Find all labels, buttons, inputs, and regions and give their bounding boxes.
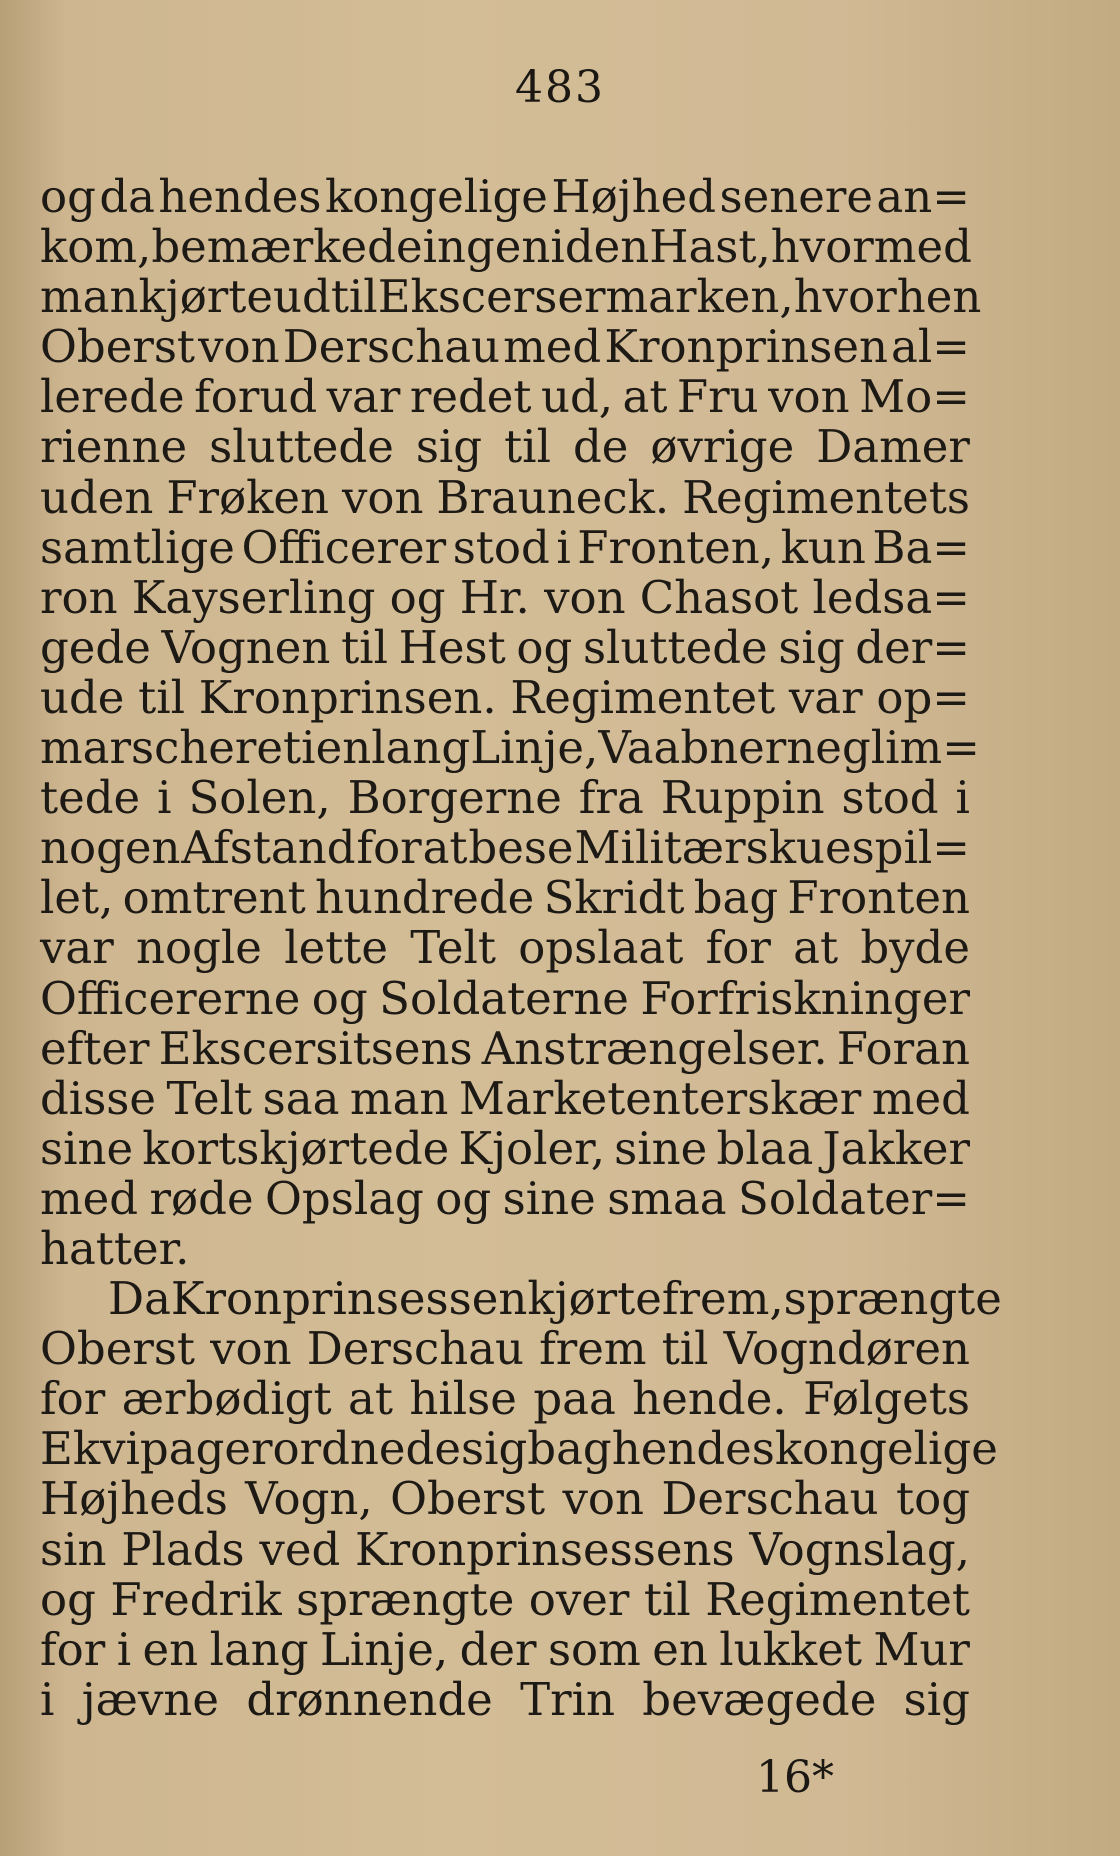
word: rienne — [40, 420, 188, 474]
word: ved — [259, 1522, 341, 1576]
word: blaa — [716, 1121, 814, 1175]
word: Højhed — [551, 170, 717, 223]
word: Ruppin — [660, 771, 825, 825]
word: lerede — [40, 370, 185, 424]
text-line — [40, 721, 980, 775]
word: i — [116, 1622, 132, 1676]
word: Kronprinsessen — [170, 1272, 528, 1326]
word: ordnede — [272, 1422, 461, 1476]
word: sluttede — [582, 620, 768, 674]
word: Vognen — [161, 620, 331, 674]
text-line — [40, 1021, 970, 1075]
word: til — [341, 620, 388, 674]
word: tede — [40, 771, 141, 825]
page-number: 483 — [515, 62, 605, 113]
word: lette — [284, 921, 389, 975]
word: ledsa= — [812, 570, 970, 624]
word: Trin — [520, 1672, 615, 1726]
word: for — [356, 821, 422, 875]
paragraph-end-line — [40, 1221, 970, 1275]
word: hundrede — [314, 871, 535, 925]
word: røde — [149, 1171, 254, 1225]
word: al= — [891, 320, 970, 374]
word: til — [504, 420, 551, 474]
word: gede — [40, 620, 151, 674]
word: ingen — [422, 220, 551, 274]
word: glim= — [841, 721, 980, 775]
word: sig — [415, 420, 483, 474]
word: hendes — [158, 170, 322, 223]
word: Regimentet — [705, 1572, 970, 1626]
word: saa — [262, 1071, 340, 1125]
word: hvormed — [770, 220, 972, 274]
word: Linje, — [470, 721, 599, 775]
word: hvorhen — [793, 270, 982, 324]
word: øvrige — [650, 420, 795, 474]
word: Derschau — [282, 320, 501, 374]
word: var — [40, 921, 114, 975]
word: for — [40, 1372, 106, 1426]
word: kun — [780, 520, 866, 574]
word: sin — [40, 1522, 107, 1576]
word: Hest — [398, 620, 506, 674]
text-line — [40, 670, 970, 724]
word: marscheret — [40, 721, 302, 775]
word: Fronten, — [577, 520, 775, 574]
word: opslaat — [518, 921, 684, 975]
word: nogen — [40, 821, 181, 875]
word: ud, — [540, 370, 614, 424]
word: kortskjørtede — [142, 1121, 450, 1175]
word: senere — [719, 170, 873, 223]
text-line — [40, 1572, 970, 1626]
text-line — [40, 620, 970, 674]
word: Frøken — [166, 470, 330, 524]
word: Officererne — [40, 971, 301, 1025]
word: Ekvipager — [40, 1422, 273, 1476]
word: man — [349, 1071, 449, 1125]
word: Anstrængelser. — [481, 1021, 828, 1075]
word: Afstand — [181, 821, 356, 875]
word: Fredrik — [110, 1572, 282, 1626]
word: Regimentets — [682, 470, 970, 524]
word: von — [341, 470, 424, 524]
word: for — [705, 921, 771, 975]
word: og — [40, 170, 96, 223]
word: Brauneck. — [436, 470, 670, 524]
word: en — [142, 1622, 199, 1676]
word: der= — [855, 620, 970, 674]
word: Mur — [873, 1622, 970, 1676]
text-line — [40, 1622, 970, 1676]
text-line — [40, 1324, 970, 1374]
word: til — [661, 1322, 709, 1376]
word: redet — [409, 370, 532, 424]
word: Kronprinsen. — [198, 670, 497, 724]
word: Solen, — [188, 771, 331, 825]
word: Oberst — [40, 1322, 196, 1376]
word: Foran — [836, 1021, 970, 1075]
word: en — [652, 1622, 708, 1676]
word: lang — [209, 1622, 309, 1676]
word: efter — [40, 1021, 150, 1075]
text-line — [40, 172, 970, 222]
word: sine — [502, 1171, 596, 1225]
word: sine — [614, 1121, 708, 1175]
word: i — [157, 771, 172, 825]
word: let, — [40, 871, 114, 925]
word: Højheds — [40, 1472, 228, 1526]
word: disse — [40, 1071, 157, 1125]
word: til — [643, 1572, 691, 1626]
word: Derschau — [661, 1472, 879, 1526]
word: i — [955, 771, 970, 825]
word: Plads — [121, 1522, 245, 1576]
text-line — [40, 1171, 970, 1225]
word: bag — [693, 871, 779, 925]
word: lang — [371, 721, 471, 775]
word: med — [871, 1071, 970, 1125]
word: von — [198, 320, 280, 374]
word: i — [301, 721, 316, 775]
text-line — [40, 1121, 970, 1175]
word: som — [547, 1622, 641, 1676]
word: Telt — [410, 921, 496, 975]
word: og — [516, 620, 573, 674]
word: og — [311, 971, 368, 1025]
word: at — [348, 1372, 393, 1426]
word: smaa — [607, 1171, 727, 1225]
word: og — [389, 570, 446, 624]
word: stod — [841, 771, 939, 825]
word: og — [435, 1171, 492, 1225]
word: Oberst — [40, 320, 196, 374]
word: omtrent — [122, 871, 306, 925]
word: jævne — [81, 1672, 220, 1726]
text-line — [40, 270, 982, 324]
word: Da — [108, 1272, 171, 1326]
word: Marketenterskær — [458, 1071, 862, 1125]
text-line — [40, 322, 970, 372]
text-line — [40, 1522, 970, 1576]
word: Damer — [816, 420, 970, 474]
word: sprængte — [783, 1272, 1002, 1326]
paragraph-start-line — [40, 1272, 1002, 1326]
word: byde — [860, 921, 970, 975]
word: von — [544, 570, 626, 624]
word: drønnende — [246, 1672, 493, 1726]
word: Ekscersermarken, — [377, 270, 794, 324]
word: von — [768, 370, 850, 424]
text-line — [40, 570, 970, 624]
word: sine — [40, 1121, 134, 1175]
word: ron — [40, 570, 118, 624]
word: Hr. — [459, 570, 530, 624]
word: hatter. — [40, 1221, 190, 1275]
word: sig — [778, 620, 845, 674]
word: Følgets — [803, 1372, 970, 1426]
signature-mark: 16* — [756, 1752, 834, 1803]
text-line — [40, 422, 970, 472]
word: Derschau — [306, 1322, 525, 1376]
word: Soldaterne — [379, 971, 629, 1025]
word: samtlige — [40, 520, 235, 574]
word: Jakker — [822, 1121, 970, 1175]
text-line — [40, 372, 970, 422]
word: Kjoler, — [458, 1121, 606, 1175]
word: i — [550, 220, 565, 274]
text-line — [40, 470, 970, 524]
word: da — [99, 170, 155, 223]
word: ude — [40, 670, 125, 724]
word: man — [40, 270, 139, 324]
word: de — [572, 420, 629, 474]
word: en — [315, 721, 372, 775]
word: til — [138, 670, 186, 724]
word: stod — [452, 520, 550, 574]
word: von — [210, 1322, 292, 1376]
text-line — [40, 222, 970, 272]
text-line — [40, 1071, 970, 1125]
text-line — [40, 1474, 970, 1524]
word: der — [459, 1622, 537, 1676]
word: Borgerne — [347, 771, 562, 825]
word: i — [556, 520, 571, 574]
word: forud — [194, 370, 318, 424]
word: kjørte — [527, 1272, 662, 1326]
word: for — [40, 1622, 106, 1676]
word: Chasot — [639, 570, 799, 624]
word: ærbødigt — [121, 1372, 332, 1426]
text-line — [40, 923, 970, 973]
word: kongelige — [774, 1422, 998, 1476]
word: hende. — [632, 1372, 787, 1426]
word: bemærkede — [151, 220, 423, 274]
word: Fronten — [787, 871, 970, 925]
word: Telt — [166, 1071, 253, 1125]
word: Soldater= — [738, 1171, 970, 1225]
word: med — [40, 1171, 139, 1225]
word: sluttede — [209, 420, 394, 474]
word: kom, — [40, 220, 152, 274]
word: bese — [468, 821, 574, 875]
text-line — [40, 971, 970, 1025]
text-line — [40, 1422, 998, 1476]
word: op= — [876, 670, 970, 724]
word: ud — [273, 270, 331, 324]
word: Militærskuespil= — [574, 821, 970, 875]
word: uden — [40, 470, 154, 524]
word: kongelige — [324, 170, 548, 223]
text-line — [40, 520, 970, 574]
word: bag — [527, 1422, 612, 1476]
word: over — [528, 1572, 630, 1626]
word: at — [422, 821, 468, 875]
word: Vognslag, — [749, 1522, 970, 1576]
word: Fru — [676, 370, 759, 424]
word: lukket — [719, 1622, 862, 1676]
word: Ekscersitsens — [158, 1021, 473, 1075]
word: sig — [460, 1422, 528, 1476]
word: frem — [539, 1322, 647, 1376]
word: at — [793, 921, 839, 975]
text-line — [40, 823, 970, 873]
text-line — [40, 873, 970, 923]
word: Forfriskninger — [640, 971, 970, 1025]
word: var — [326, 370, 401, 424]
word: paa — [533, 1372, 616, 1426]
word: Kronprinsessens — [355, 1522, 735, 1576]
word: til — [330, 270, 378, 324]
word: med — [503, 320, 602, 374]
word: Ba= — [872, 520, 970, 574]
word: Opslag — [265, 1171, 424, 1225]
word: kjørte — [138, 270, 274, 324]
word: Oberst — [390, 1472, 546, 1526]
word: Regimentet — [510, 670, 776, 724]
word: sprængte — [296, 1572, 515, 1626]
word: tog — [896, 1472, 970, 1526]
word: frem, — [661, 1272, 784, 1326]
word: von — [562, 1472, 644, 1526]
body-text — [40, 170, 1002, 1726]
word: Kayserling — [131, 570, 376, 624]
word: Kronprinsen — [604, 320, 888, 374]
word: Vogndøren — [723, 1322, 970, 1376]
word: Hast, — [649, 220, 771, 274]
word: hendes — [611, 1422, 775, 1476]
word: Linje, — [320, 1622, 449, 1676]
word: og — [40, 1572, 96, 1626]
word: Mo= — [859, 370, 970, 424]
text-line — [40, 1374, 970, 1424]
word: Vaabnerne — [598, 721, 842, 775]
word: nogle — [136, 921, 262, 975]
word: Vogn, — [245, 1472, 373, 1526]
word: sig — [903, 1672, 970, 1726]
text-line — [40, 1672, 970, 1726]
word: var — [788, 670, 863, 724]
word: i — [40, 1672, 55, 1726]
word: bevægede — [642, 1672, 877, 1726]
word: hilse — [409, 1372, 517, 1426]
word: Skridt — [543, 871, 685, 925]
word: den — [564, 220, 650, 274]
word: an= — [876, 170, 970, 223]
text-line — [40, 773, 970, 823]
word: fra — [578, 771, 644, 825]
word: at — [622, 370, 668, 424]
word: Officerer — [241, 520, 447, 574]
